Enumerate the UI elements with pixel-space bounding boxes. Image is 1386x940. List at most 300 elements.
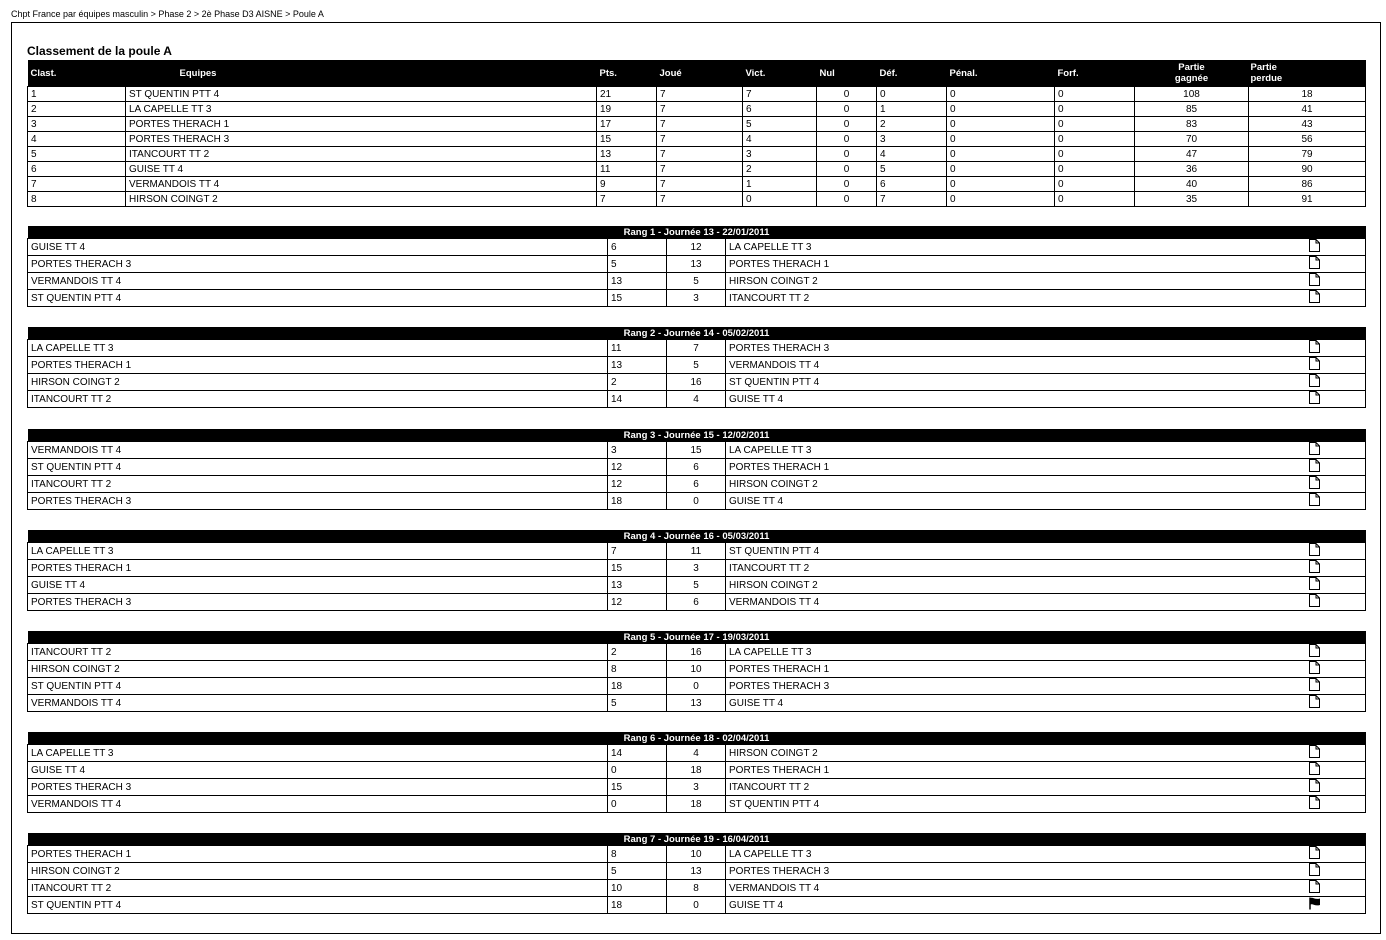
document-icon[interactable]: [1309, 256, 1320, 272]
match-row: [28, 594, 1366, 611]
standings-cell-penal: 0: [947, 162, 1055, 177]
header-vict: Vict.: [743, 60, 817, 87]
away-team-link[interactable]: GUISE TT 4: [726, 391, 1306, 408]
home-score: 2: [608, 644, 667, 661]
home-score: 18: [608, 493, 667, 510]
standings-cell-perdue: 79: [1249, 147, 1366, 162]
round-table: [27, 833, 1366, 914]
away-score: 5: [667, 577, 726, 594]
home-score: 10: [608, 880, 667, 897]
match-sheet-cell: [1306, 880, 1366, 897]
home-team-link[interactable]: GUISE TT 4: [28, 762, 608, 779]
match-sheet-cell: [1306, 796, 1366, 813]
away-team-link[interactable]: LA CAPELLE TT 3: [726, 442, 1306, 459]
standings-cell-pts: 15: [597, 132, 657, 147]
away-score: 4: [667, 745, 726, 762]
match-row: [28, 762, 1366, 779]
header-nul: Nul: [817, 60, 877, 87]
document-icon[interactable]: [1309, 745, 1320, 761]
home-score: 0: [608, 762, 667, 779]
home-team-link[interactable]: PORTES THERACH 3: [28, 493, 608, 510]
home-score: 15: [608, 290, 667, 307]
home-team-link[interactable]: PORTES THERACH 1: [28, 846, 608, 863]
match-row: [28, 779, 1366, 796]
away-score: 16: [667, 644, 726, 661]
standings-cell-nul: 0: [817, 177, 877, 192]
away-team-link[interactable]: ST QUENTIN PTT 4: [726, 543, 1306, 560]
standings-cell-gagnee: 83: [1135, 117, 1249, 132]
standings-row: [28, 192, 1366, 207]
standings-cell-joue: 7: [657, 117, 743, 132]
standings-cell-forf: 0: [1055, 102, 1135, 117]
round-table: [27, 327, 1366, 408]
away-team-link[interactable]: ST QUENTIN PTT 4: [726, 374, 1306, 391]
header-pts: Pts.: [597, 60, 657, 87]
standings-cell-clast: 8: [28, 192, 126, 207]
away-score: 6: [667, 594, 726, 611]
team-link[interactable]: LA CAPELLE TT 3: [126, 102, 597, 117]
standings-cell-penal: 0: [947, 102, 1055, 117]
header-penal: Pénal.: [947, 60, 1055, 87]
document-icon[interactable]: [1309, 442, 1320, 458]
away-team-link[interactable]: PORTES THERACH 1: [726, 256, 1306, 273]
home-score: 14: [608, 391, 667, 408]
home-score: 12: [608, 459, 667, 476]
match-row: [28, 695, 1366, 712]
match-row: [28, 846, 1366, 863]
away-score: 3: [667, 560, 726, 577]
standings-cell-forf: 0: [1055, 147, 1135, 162]
home-score: 5: [608, 863, 667, 880]
standings-header-row: [28, 60, 1366, 87]
match-row: [28, 357, 1366, 374]
standings-cell-nul: 0: [817, 192, 877, 207]
home-score: 3: [608, 442, 667, 459]
document-icon[interactable]: [1309, 476, 1320, 492]
match-sheet-cell: [1306, 897, 1366, 914]
standings-cell-joue: 7: [657, 132, 743, 147]
match-sheet-cell: [1306, 340, 1366, 357]
away-score: 6: [667, 476, 726, 493]
breadcrumb[interactable]: Chpt France par équipes masculin > Phase 2 > 2è Phase D3 AISNE > Poule A: [11, 9, 324, 19]
home-score: 15: [608, 779, 667, 796]
standings-cell-perdue: 41: [1249, 102, 1366, 117]
match-sheet-cell: [1306, 290, 1366, 307]
standings-cell-vict: 1: [743, 177, 817, 192]
match-row: [28, 256, 1366, 273]
document-icon[interactable]: [1309, 594, 1320, 610]
home-score: 14: [608, 745, 667, 762]
document-icon[interactable]: [1309, 543, 1320, 559]
standings-cell-perdue: 18: [1249, 87, 1366, 102]
team-link[interactable]: PORTES THERACH 3: [126, 132, 597, 147]
match-row: [28, 644, 1366, 661]
home-team-link[interactable]: VERMANDOIS TT 4: [28, 442, 608, 459]
standings-cell-def: 0: [877, 87, 947, 102]
document-icon[interactable]: [1309, 644, 1320, 660]
standings-cell-joue: 7: [657, 147, 743, 162]
match-row: [28, 678, 1366, 695]
standings-cell-forf: 0: [1055, 117, 1135, 132]
standings-cell-perdue: 56: [1249, 132, 1366, 147]
match-row: [28, 493, 1366, 510]
standings-row: [28, 87, 1366, 102]
away-score: 13: [667, 256, 726, 273]
away-team-link[interactable]: GUISE TT 4: [726, 695, 1306, 712]
home-score: 18: [608, 897, 667, 914]
document-icon[interactable]: [1309, 577, 1320, 593]
standings-cell-clast: 5: [28, 147, 126, 162]
standings-cell-def: 6: [877, 177, 947, 192]
standings-cell-penal: 0: [947, 192, 1055, 207]
standings-cell-def: 5: [877, 162, 947, 177]
match-sheet-cell: [1306, 745, 1366, 762]
away-score: 4: [667, 391, 726, 408]
away-team-link[interactable]: PORTES THERACH 3: [726, 863, 1306, 880]
match-sheet-cell: [1306, 594, 1366, 611]
round-title: Rang 2 - Journée 14 - 05/02/2011: [28, 327, 1366, 340]
home-team-link[interactable]: ST QUENTIN PTT 4: [28, 897, 608, 914]
match-sheet-cell: [1306, 476, 1366, 493]
away-score: 11: [667, 543, 726, 560]
standings-cell-penal: 0: [947, 132, 1055, 147]
away-team-link[interactable]: HIRSON COINGT 2: [726, 476, 1306, 493]
team-link[interactable]: HIRSON COINGT 2: [126, 192, 597, 207]
match-row: [28, 560, 1366, 577]
round-table: [27, 732, 1366, 813]
away-team-link[interactable]: ITANCOURT TT 2: [726, 290, 1306, 307]
document-icon[interactable]: [1309, 796, 1320, 812]
away-team-link[interactable]: ITANCOURT TT 2: [726, 560, 1306, 577]
standings-cell-vict: 2: [743, 162, 817, 177]
away-score: 18: [667, 796, 726, 813]
home-team-link[interactable]: GUISE TT 4: [28, 239, 608, 256]
away-team-link[interactable]: LA CAPELLE TT 3: [726, 239, 1306, 256]
document-icon[interactable]: [1309, 678, 1320, 694]
away-score: 6: [667, 459, 726, 476]
home-team-link[interactable]: ITANCOURT TT 2: [28, 644, 608, 661]
home-team-link[interactable]: ST QUENTIN PTT 4: [28, 678, 608, 695]
home-team-link[interactable]: ITANCOURT TT 2: [28, 391, 608, 408]
match-row: [28, 391, 1366, 408]
document-icon[interactable]: [1309, 290, 1320, 306]
standings-cell-perdue: 90: [1249, 162, 1366, 177]
match-sheet-cell: [1306, 273, 1366, 290]
away-team-link[interactable]: HIRSON COINGT 2: [726, 273, 1306, 290]
standings-cell-vict: 0: [743, 192, 817, 207]
away-score: 15: [667, 442, 726, 459]
away-team-link[interactable]: GUISE TT 4: [726, 897, 1306, 914]
home-team-link[interactable]: PORTES THERACH 1: [28, 357, 608, 374]
match-sheet-cell: [1306, 256, 1366, 273]
match-sheet-cell: [1306, 779, 1366, 796]
away-team-link[interactable]: PORTES THERACH 1: [726, 459, 1306, 476]
header-forf: Forf.: [1055, 60, 1135, 87]
match-sheet-cell: [1306, 644, 1366, 661]
away-team-link[interactable]: LA CAPELLE TT 3: [726, 644, 1306, 661]
match-sheet-cell: [1306, 442, 1366, 459]
home-score: 2: [608, 374, 667, 391]
home-team-link[interactable]: LA CAPELLE TT 3: [28, 745, 608, 762]
home-score: 0: [608, 796, 667, 813]
standings-row: [28, 132, 1366, 147]
home-team-link[interactable]: GUISE TT 4: [28, 577, 608, 594]
standings-cell-nul: 0: [817, 132, 877, 147]
standings-cell-pts: 11: [597, 162, 657, 177]
round-title: Rang 6 - Journée 18 - 02/04/2011: [28, 732, 1366, 745]
standings-row: [28, 162, 1366, 177]
away-team-link[interactable]: PORTES THERACH 3: [726, 340, 1306, 357]
standings-cell-forf: 0: [1055, 132, 1135, 147]
standings-cell-gagnee: 35: [1135, 192, 1249, 207]
home-score: 12: [608, 594, 667, 611]
document-icon[interactable]: [1309, 340, 1320, 356]
home-team-link[interactable]: ST QUENTIN PTT 4: [28, 290, 608, 307]
standings-cell-vict: 5: [743, 117, 817, 132]
document-icon[interactable]: [1309, 661, 1320, 677]
home-score: 13: [608, 273, 667, 290]
match-row: [28, 577, 1366, 594]
standings-row: [28, 177, 1366, 192]
standings-cell-vict: 6: [743, 102, 817, 117]
standings-cell-pts: 17: [597, 117, 657, 132]
header-partie-gagnee: Partie gagnée: [1135, 60, 1249, 87]
match-sheet-cell: [1306, 678, 1366, 695]
away-score: 10: [667, 846, 726, 863]
match-sheet-cell: [1306, 863, 1366, 880]
home-team-link[interactable]: VERMANDOIS TT 4: [28, 695, 608, 712]
away-score: 13: [667, 695, 726, 712]
standings-cell-pts: 7: [597, 192, 657, 207]
away-score: 5: [667, 357, 726, 374]
match-row: [28, 459, 1366, 476]
home-team-link[interactable]: ITANCOURT TT 2: [28, 476, 608, 493]
home-team-link[interactable]: LA CAPELLE TT 3: [28, 543, 608, 560]
match-row: [28, 897, 1366, 914]
match-row: [28, 340, 1366, 357]
away-team-link[interactable]: PORTES THERACH 1: [726, 762, 1306, 779]
standings-cell-penal: 0: [947, 87, 1055, 102]
home-score: 15: [608, 560, 667, 577]
away-team-link[interactable]: VERMANDOIS TT 4: [726, 880, 1306, 897]
document-icon[interactable]: [1309, 493, 1320, 509]
round-table: [27, 530, 1366, 611]
home-score: 11: [608, 340, 667, 357]
team-link[interactable]: ITANCOURT TT 2: [126, 147, 597, 162]
document-icon[interactable]: [1309, 762, 1320, 778]
flag-icon[interactable]: [1309, 897, 1321, 913]
home-team-link[interactable]: VERMANDOIS TT 4: [28, 273, 608, 290]
home-team-link[interactable]: ST QUENTIN PTT 4: [28, 459, 608, 476]
away-score: 3: [667, 290, 726, 307]
away-score: 8: [667, 880, 726, 897]
standings-cell-clast: 1: [28, 87, 126, 102]
away-team-link[interactable]: ST QUENTIN PTT 4: [726, 796, 1306, 813]
standings-cell-nul: 0: [817, 117, 877, 132]
standings-cell-joue: 7: [657, 87, 743, 102]
match-row: [28, 745, 1366, 762]
home-team-link[interactable]: PORTES THERACH 3: [28, 256, 608, 273]
match-sheet-cell: [1306, 239, 1366, 256]
match-row: [28, 290, 1366, 307]
standings-cell-pts: 13: [597, 147, 657, 162]
standings-cell-gagnee: 40: [1135, 177, 1249, 192]
standings-cell-pts: 9: [597, 177, 657, 192]
match-row: [28, 863, 1366, 880]
standings-cell-gagnee: 36: [1135, 162, 1249, 177]
home-score: 18: [608, 678, 667, 695]
standings-row: [28, 102, 1366, 117]
standings-cell-pts: 19: [597, 102, 657, 117]
away-team-link[interactable]: ITANCOURT TT 2: [726, 779, 1306, 796]
header-clast: Clast.: [28, 60, 126, 87]
match-sheet-cell: [1306, 543, 1366, 560]
away-score: 7: [667, 340, 726, 357]
match-sheet-cell: [1306, 560, 1366, 577]
match-row: [28, 796, 1366, 813]
standings-cell-joue: 7: [657, 162, 743, 177]
standings-cell-nul: 0: [817, 102, 877, 117]
away-team-link[interactable]: HIRSON COINGT 2: [726, 577, 1306, 594]
away-team-link[interactable]: GUISE TT 4: [726, 493, 1306, 510]
standings-row: [28, 117, 1366, 132]
standings-cell-vict: 7: [743, 87, 817, 102]
away-score: 3: [667, 779, 726, 796]
away-team-link[interactable]: VERMANDOIS TT 4: [726, 594, 1306, 611]
home-team-link[interactable]: HIRSON COINGT 2: [28, 374, 608, 391]
standings-table: [27, 60, 1366, 207]
standings-row: [28, 147, 1366, 162]
home-team-link[interactable]: LA CAPELLE TT 3: [28, 340, 608, 357]
document-icon[interactable]: [1309, 239, 1320, 255]
standings-cell-vict: 3: [743, 147, 817, 162]
home-score: 13: [608, 357, 667, 374]
standings-cell-vict: 4: [743, 132, 817, 147]
round-title: Rang 4 - Journée 16 - 05/03/2011: [28, 530, 1366, 543]
standings-cell-penal: 0: [947, 177, 1055, 192]
document-icon[interactable]: [1309, 374, 1320, 390]
away-score: 13: [667, 863, 726, 880]
document-icon[interactable]: [1309, 560, 1320, 576]
home-team-link[interactable]: ITANCOURT TT 2: [28, 880, 608, 897]
standings-cell-def: 2: [877, 117, 947, 132]
home-team-link[interactable]: PORTES THERACH 3: [28, 594, 608, 611]
team-link[interactable]: GUISE TT 4: [126, 162, 597, 177]
home-team-link[interactable]: PORTES THERACH 3: [28, 779, 608, 796]
match-row: [28, 661, 1366, 678]
match-row: [28, 476, 1366, 493]
match-sheet-cell: [1306, 459, 1366, 476]
round-title: Rang 5 - Journée 17 - 19/03/2011: [28, 631, 1366, 644]
standings-cell-gagnee: 70: [1135, 132, 1249, 147]
document-icon[interactable]: [1309, 357, 1320, 373]
match-sheet-cell: [1306, 374, 1366, 391]
document-icon[interactable]: [1309, 846, 1320, 862]
page-title: Classement de la poule A: [27, 44, 172, 58]
standings-cell-clast: 3: [28, 117, 126, 132]
home-score: 8: [608, 846, 667, 863]
header-joue: Joué: [657, 60, 743, 87]
away-score: 12: [667, 239, 726, 256]
home-team-link[interactable]: VERMANDOIS TT 4: [28, 796, 608, 813]
standings-cell-perdue: 91: [1249, 192, 1366, 207]
round-title: Rang 7 - Journée 19 - 16/04/2011: [28, 833, 1366, 846]
round-title: Rang 3 - Journée 15 - 12/02/2011: [28, 429, 1366, 442]
document-icon[interactable]: [1309, 459, 1320, 475]
document-icon[interactable]: [1309, 391, 1320, 407]
match-sheet-cell: [1306, 357, 1366, 374]
team-link[interactable]: ST QUENTIN PTT 4: [126, 87, 597, 102]
team-link[interactable]: PORTES THERACH 1: [126, 117, 597, 132]
standings-cell-def: 3: [877, 132, 947, 147]
standings-cell-joue: 7: [657, 192, 743, 207]
standings-cell-nul: 0: [817, 87, 877, 102]
away-score: 0: [667, 493, 726, 510]
home-team-link[interactable]: PORTES THERACH 1: [28, 560, 608, 577]
standings-cell-clast: 6: [28, 162, 126, 177]
round-table: [27, 631, 1366, 712]
home-score: 5: [608, 256, 667, 273]
home-score: 13: [608, 577, 667, 594]
match-row: [28, 442, 1366, 459]
standings-cell-nul: 0: [817, 147, 877, 162]
standings-cell-def: 4: [877, 147, 947, 162]
home-score: 6: [608, 239, 667, 256]
match-row: [28, 880, 1366, 897]
standings-cell-gagnee: 85: [1135, 102, 1249, 117]
standings-cell-gagnee: 47: [1135, 147, 1249, 162]
away-team-link[interactable]: PORTES THERACH 1: [726, 661, 1306, 678]
standings-cell-clast: 4: [28, 132, 126, 147]
standings-cell-clast: 2: [28, 102, 126, 117]
match-row: [28, 543, 1366, 560]
away-score: 18: [667, 762, 726, 779]
standings-cell-gagnee: 108: [1135, 87, 1249, 102]
round-title: Rang 1 - Journée 13 - 22/01/2011: [28, 226, 1366, 239]
header-def: Déf.: [877, 60, 947, 87]
standings-cell-penal: 0: [947, 117, 1055, 132]
away-team-link[interactable]: PORTES THERACH 3: [726, 678, 1306, 695]
standings-cell-perdue: 43: [1249, 117, 1366, 132]
document-icon[interactable]: [1309, 695, 1320, 711]
match-sheet-cell: [1306, 661, 1366, 678]
away-team-link[interactable]: VERMANDOIS TT 4: [726, 357, 1306, 374]
team-link[interactable]: VERMANDOIS TT 4: [126, 177, 597, 192]
standings-cell-def: 1: [877, 102, 947, 117]
match-sheet-cell: [1306, 695, 1366, 712]
round-table: [27, 429, 1366, 510]
away-team-link[interactable]: LA CAPELLE TT 3: [726, 846, 1306, 863]
standings-cell-nul: 0: [817, 162, 877, 177]
standings-cell-def: 7: [877, 192, 947, 207]
home-team-link[interactable]: HIRSON COINGT 2: [28, 661, 608, 678]
standings-cell-penal: 0: [947, 147, 1055, 162]
document-icon[interactable]: [1309, 863, 1320, 879]
document-icon[interactable]: [1309, 779, 1320, 795]
match-sheet-cell: [1306, 762, 1366, 779]
away-score: 16: [667, 374, 726, 391]
match-row: [28, 239, 1366, 256]
away-team-link[interactable]: HIRSON COINGT 2: [726, 745, 1306, 762]
home-score: 5: [608, 695, 667, 712]
round-table: [27, 226, 1366, 307]
away-score: 0: [667, 678, 726, 695]
document-icon[interactable]: [1309, 880, 1320, 896]
document-icon[interactable]: [1309, 273, 1320, 289]
home-team-link[interactable]: HIRSON COINGT 2: [28, 863, 608, 880]
standings-cell-clast: 7: [28, 177, 126, 192]
match-sheet-cell: [1306, 577, 1366, 594]
